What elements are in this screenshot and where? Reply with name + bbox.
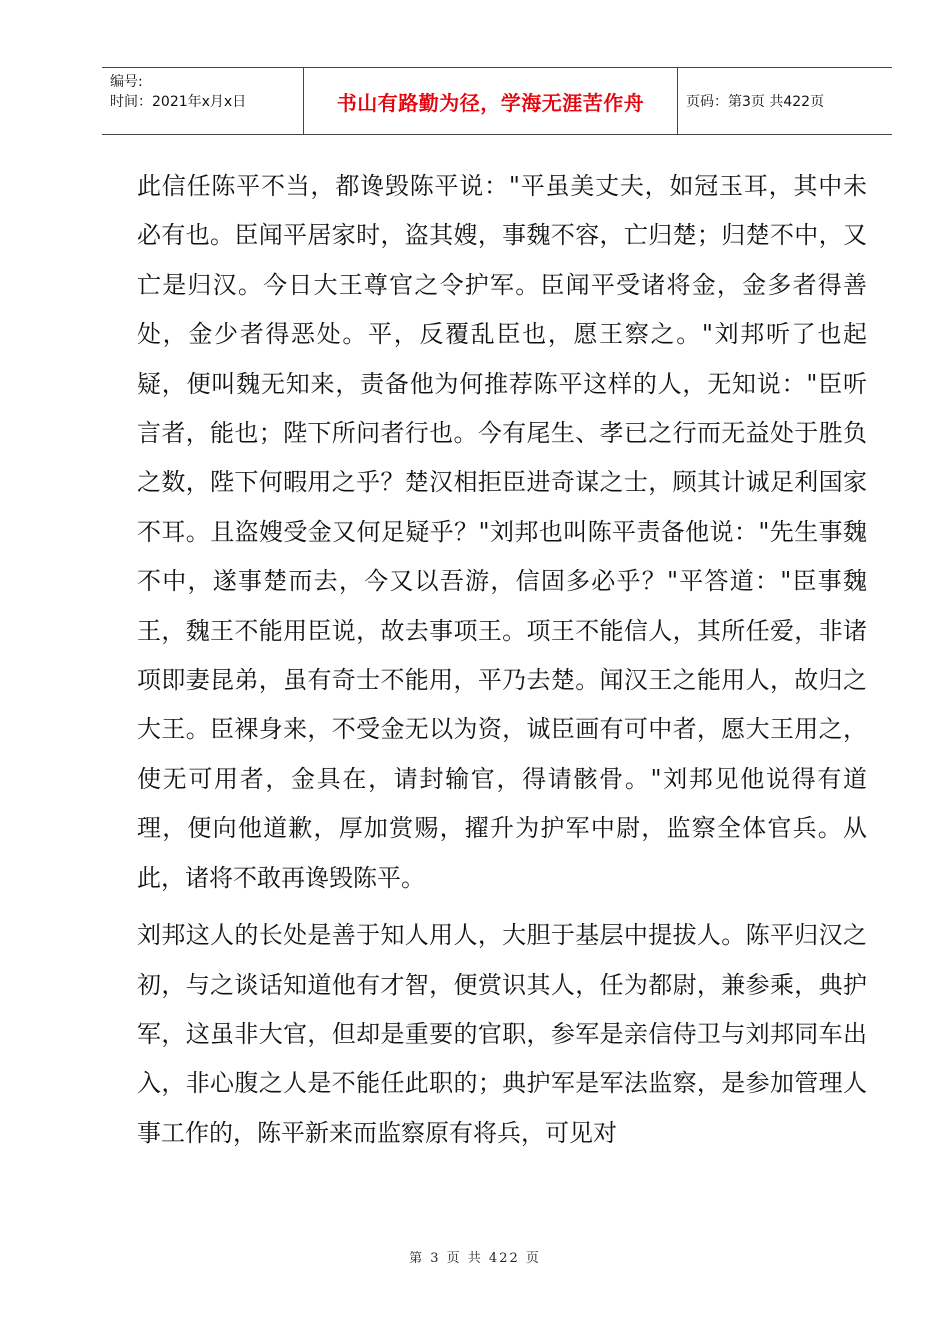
header-page-code <box>678 68 892 134</box>
document-body <box>137 162 867 1158</box>
header-meta <box>102 68 304 134</box>
header-motto <box>304 68 678 134</box>
paragraph: 此信任陈平不当，都谗毁陈平说："平虽美丈夫，如冠玉耳，其中未必有也。臣闻平居家时，盗其嫂，事魏不容，亡归楚；归楚不中，又亡是归汉。今日大王尊官之令护军。臣闻平受诸将金，金多者得善处，金少者得恶处。平，反覆乱臣也，愿王察之。"刘邦听了也起疑，便叫魏无知来，责备他为何推荐陈平这样的人，无知说："臣听言者，能也；陛下所问者行也。今有尾生、孝已之行而无益处于胜负之数，陛下何暇用之乎？楚汉相拒臣进奇谋之士，顾其计诚足利国家不耳。且盗嫂受金又何足疑乎？"刘邦也叫陈平责备他说："先生事魏不中，遂事楚而去，今又以吾游，信固多必乎？"平答道："臣事魏王，魏王不能用臣说，故去事项王。项王不能信人，其所任爱，非诸项即妻昆弟，虽有奇士不能用，平乃去楚。闻汉王之能用人，故归之大王。臣裸身来，不受金无以为资，诚臣画有可中者，愿大王用之，使无可用者，金具在，请封输官，得请骸骨。"刘邦见他说得有道理，便向他道歉，厚加赏赐，擢升为护军中尉，监察全体官兵。从此，诸将不敢再谗毁陈平。 <box>137 172 867 892</box>
number-label: 编号: <box>110 74 143 90</box>
page-code-text: 页码：第3页 共422页 <box>686 94 825 110</box>
paragraph: 刘邦这人的长处是善于知人用人，大胆于基层中提拔人。陈平归汉之初，与之谈话知道他有才智，便赏识其人，任为都尉，兼参乘，典护军，这虽非大官，但却是重要的官职，参军是亲信侍卫与刘邦同车出入，非心腹之人是不能任此职的；典护军是军法监察，是参加管理人事工作的，陈平新来而监察原有将兵，可见对 <box>137 921 867 1147</box>
motto-text: 书山有路勤为径，学海无涯苦作舟 <box>336 90 645 115</box>
footer-page-number: 第 3 页 共 422 页 <box>409 1251 541 1266</box>
page-footer <box>0 1247 950 1266</box>
time-label: 时间：2021年x月x日 <box>110 94 247 110</box>
page-header <box>102 67 892 135</box>
